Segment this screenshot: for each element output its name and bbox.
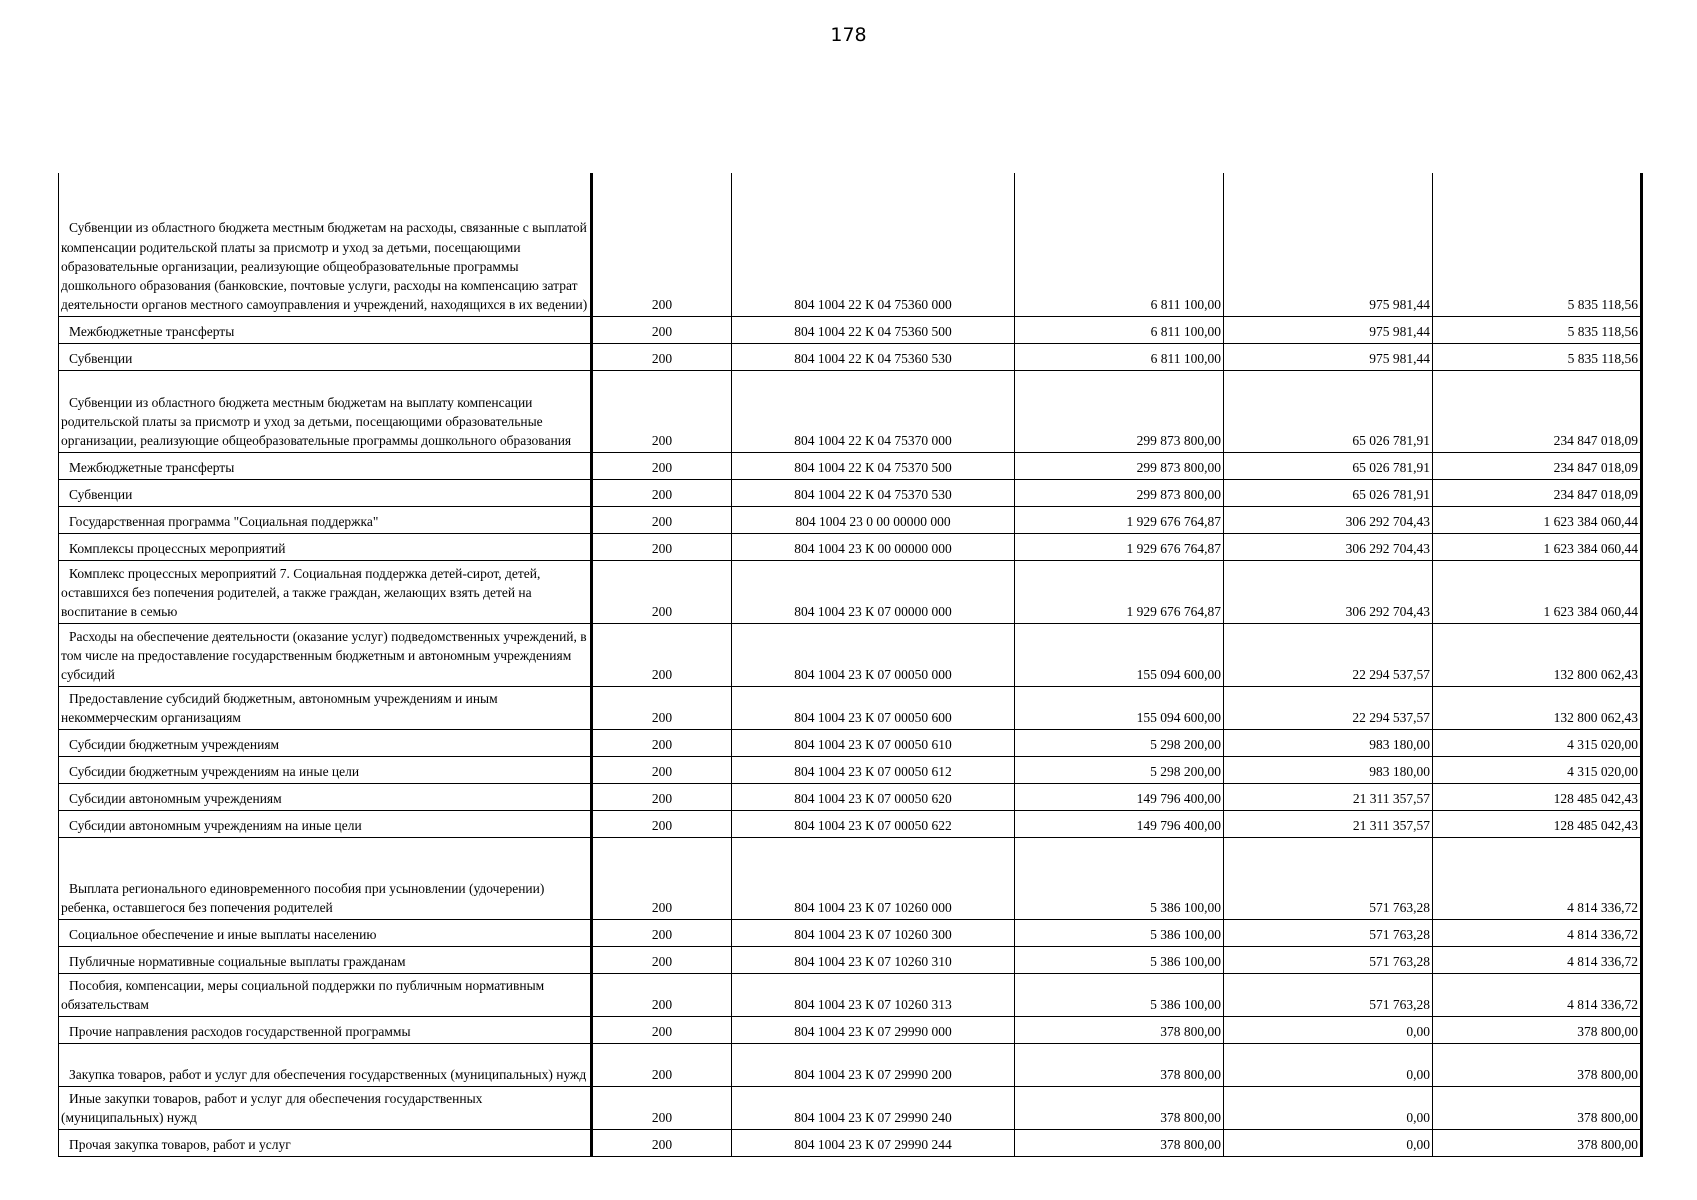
row-code: 200 (592, 1129, 732, 1156)
row-name: Предоставление субсидий бюджетным, автономным учреждениям и иным некоммерческим организациям (59, 686, 592, 729)
row-name: Социальное обеспечение и иные выплаты населению (59, 919, 592, 946)
row-approved: 378 800,00 (1015, 1043, 1224, 1086)
row-executed: 65 026 781,91 (1224, 452, 1433, 479)
row-unexecuted: 234 847 018,09 (1433, 452, 1642, 479)
row-executed: 21 311 357,57 (1224, 783, 1433, 810)
row-executed: 0,00 (1224, 1086, 1433, 1129)
row-approved: 378 800,00 (1015, 1016, 1224, 1043)
row-name: Прочая закупка товаров, работ и услуг (59, 1129, 592, 1156)
row-name: Закупка товаров, работ и услуг для обеспечения государственных (муниципальных) нужд (59, 1043, 592, 1086)
table-row (59, 370, 1642, 452)
table-row (59, 686, 1642, 729)
row-unexecuted: 4 814 336,72 (1433, 973, 1642, 1016)
row-unexecuted: 378 800,00 (1433, 1129, 1642, 1156)
row-unexecuted: 5 835 118,56 (1433, 316, 1642, 343)
row-approved: 299 873 800,00 (1015, 370, 1224, 452)
row-approved: 378 800,00 (1015, 1086, 1224, 1129)
row-executed: 65 026 781,91 (1224, 479, 1433, 506)
row-unexecuted: 5 835 118,56 (1433, 173, 1642, 316)
table-row (59, 837, 1642, 919)
row-kbk: 804 1004 23 К 07 10260 300 (732, 919, 1015, 946)
row-unexecuted: 4 814 336,72 (1433, 946, 1642, 973)
row-kbk: 804 1004 22 К 04 75370 530 (732, 479, 1015, 506)
row-kbk: 804 1004 23 К 07 29990 244 (732, 1129, 1015, 1156)
row-name: Субсидии бюджетным учреждениям на иные цели (59, 756, 592, 783)
row-name: Субвенции (59, 479, 592, 506)
row-executed: 306 292 704,43 (1224, 506, 1433, 533)
table-row (59, 810, 1642, 837)
row-kbk: 804 1004 22 К 04 75360 500 (732, 316, 1015, 343)
row-code: 200 (592, 479, 732, 506)
row-code: 200 (592, 173, 732, 316)
row-executed: 571 763,28 (1224, 837, 1433, 919)
row-executed: 975 981,44 (1224, 343, 1433, 370)
row-approved: 6 811 100,00 (1015, 316, 1224, 343)
row-name: Комплекс процессных мероприятий 7. Социальная поддержка детей-сирот, детей, оставшихся без попечения родителей, а также граждан, желающих взять детей на воспитание в семью (59, 560, 592, 623)
row-kbk: 804 1004 23 К 07 10260 313 (732, 973, 1015, 1016)
row-name: Иные закупки товаров, работ и услуг для обеспечения государственных (муниципальных) нужд (59, 1086, 592, 1129)
row-kbk: 804 1004 23 К 07 10260 310 (732, 946, 1015, 973)
table-row (59, 1129, 1642, 1156)
row-approved: 149 796 400,00 (1015, 810, 1224, 837)
row-executed: 306 292 704,43 (1224, 560, 1433, 623)
row-name: Межбюджетные трансферты (59, 316, 592, 343)
row-unexecuted: 234 847 018,09 (1433, 370, 1642, 452)
row-kbk: 804 1004 23 К 07 00050 600 (732, 686, 1015, 729)
table-row (59, 946, 1642, 973)
row-approved: 1 929 676 764,87 (1015, 506, 1224, 533)
row-code: 200 (592, 452, 732, 479)
table-row (59, 560, 1642, 623)
row-kbk: 804 1004 22 К 04 75370 500 (732, 452, 1015, 479)
row-code: 200 (592, 1043, 732, 1086)
row-approved: 155 094 600,00 (1015, 686, 1224, 729)
row-unexecuted: 1 623 384 060,44 (1433, 533, 1642, 560)
row-unexecuted: 128 485 042,43 (1433, 810, 1642, 837)
row-unexecuted: 4 814 336,72 (1433, 919, 1642, 946)
table-row (59, 506, 1642, 533)
table-row (59, 533, 1642, 560)
row-code: 200 (592, 946, 732, 973)
row-unexecuted: 128 485 042,43 (1433, 783, 1642, 810)
row-executed: 22 294 537,57 (1224, 623, 1433, 686)
table-row (59, 783, 1642, 810)
row-executed: 21 311 357,57 (1224, 810, 1433, 837)
row-name: Субсидии автономным учреждениям на иные цели (59, 810, 592, 837)
row-unexecuted: 378 800,00 (1433, 1016, 1642, 1043)
table-row (59, 1043, 1642, 1086)
row-kbk: 804 1004 23 К 00 00000 000 (732, 533, 1015, 560)
row-kbk: 804 1004 22 К 04 75370 000 (732, 370, 1015, 452)
table-row (59, 173, 1642, 316)
row-executed: 571 763,28 (1224, 946, 1433, 973)
row-code: 200 (592, 686, 732, 729)
table-row (59, 623, 1642, 686)
row-name: Публичные нормативные социальные выплаты гражданам (59, 946, 592, 973)
row-executed: 975 981,44 (1224, 173, 1433, 316)
table-row (59, 1086, 1642, 1129)
row-executed: 0,00 (1224, 1043, 1433, 1086)
row-executed: 983 180,00 (1224, 756, 1433, 783)
row-kbk: 804 1004 23 К 07 29990 240 (732, 1086, 1015, 1129)
row-executed: 571 763,28 (1224, 973, 1433, 1016)
row-name: Государственная программа "Социальная поддержка" (59, 506, 592, 533)
row-approved: 155 094 600,00 (1015, 623, 1224, 686)
row-executed: 65 026 781,91 (1224, 370, 1433, 452)
row-unexecuted: 4 315 020,00 (1433, 756, 1642, 783)
row-executed: 0,00 (1224, 1016, 1433, 1043)
row-executed: 306 292 704,43 (1224, 533, 1433, 560)
row-kbk: 804 1004 23 К 07 00050 612 (732, 756, 1015, 783)
row-code: 200 (592, 560, 732, 623)
row-unexecuted: 4 315 020,00 (1433, 729, 1642, 756)
row-code: 200 (592, 973, 732, 1016)
table-row (59, 316, 1642, 343)
row-unexecuted: 378 800,00 (1433, 1043, 1642, 1086)
row-unexecuted: 5 835 118,56 (1433, 343, 1642, 370)
row-approved: 1 929 676 764,87 (1015, 560, 1224, 623)
row-unexecuted: 378 800,00 (1433, 1086, 1642, 1129)
row-name: Субсидии автономным учреждениям (59, 783, 592, 810)
row-code: 200 (592, 316, 732, 343)
row-approved: 1 929 676 764,87 (1015, 533, 1224, 560)
row-name: Пособия, компенсации, меры социальной поддержки по публичным нормативным обязательствам (59, 973, 592, 1016)
row-approved: 5 298 200,00 (1015, 756, 1224, 783)
row-approved: 299 873 800,00 (1015, 452, 1224, 479)
row-approved: 299 873 800,00 (1015, 479, 1224, 506)
row-code: 200 (592, 1016, 732, 1043)
row-name: Выплата регионального единовременного пособия при усыновлении (удочерении) ребенка, оставшегося без попечения родителей (59, 837, 592, 919)
row-kbk: 804 1004 23 К 07 00000 000 (732, 560, 1015, 623)
row-name: Расходы на обеспечение деятельности (оказание услуг) подведомственных учреждений, в том числе на предоставление государственным бюджетным и автономным учреждениям субсидий (59, 623, 592, 686)
row-code: 200 (592, 370, 732, 452)
table-row (59, 973, 1642, 1016)
table-row (59, 756, 1642, 783)
table-row (59, 343, 1642, 370)
row-kbk: 804 1004 23 К 07 00050 610 (732, 729, 1015, 756)
row-executed: 983 180,00 (1224, 729, 1433, 756)
row-kbk: 804 1004 23 К 07 29990 200 (732, 1043, 1015, 1086)
table-row (59, 1016, 1642, 1043)
row-approved: 5 298 200,00 (1015, 729, 1224, 756)
table-row (59, 452, 1642, 479)
row-code: 200 (592, 1086, 732, 1129)
row-kbk: 804 1004 23 0 00 00000 000 (732, 506, 1015, 533)
row-code: 200 (592, 919, 732, 946)
row-name: Межбюджетные трансферты (59, 452, 592, 479)
row-code: 200 (592, 623, 732, 686)
row-approved: 6 811 100,00 (1015, 343, 1224, 370)
budget-execution-table (58, 173, 1643, 1157)
row-unexecuted: 132 800 062,43 (1433, 623, 1642, 686)
row-approved: 5 386 100,00 (1015, 973, 1224, 1016)
page-number: 178 (830, 24, 867, 46)
row-kbk: 804 1004 22 К 04 75360 530 (732, 343, 1015, 370)
row-name: Субсидии бюджетным учреждениям (59, 729, 592, 756)
row-approved: 149 796 400,00 (1015, 783, 1224, 810)
row-name: Комплексы процессных мероприятий (59, 533, 592, 560)
row-approved: 5 386 100,00 (1015, 837, 1224, 919)
row-kbk: 804 1004 23 К 07 00050 000 (732, 623, 1015, 686)
row-unexecuted: 4 814 336,72 (1433, 837, 1642, 919)
row-code: 200 (592, 756, 732, 783)
row-kbk: 804 1004 23 К 07 00050 622 (732, 810, 1015, 837)
row-unexecuted: 132 800 062,43 (1433, 686, 1642, 729)
row-name: Субвенции (59, 343, 592, 370)
row-approved: 5 386 100,00 (1015, 946, 1224, 973)
row-executed: 571 763,28 (1224, 919, 1433, 946)
row-approved: 5 386 100,00 (1015, 919, 1224, 946)
table-body (59, 173, 1642, 1156)
table-row (59, 479, 1642, 506)
row-approved: 378 800,00 (1015, 1129, 1224, 1156)
table-row (59, 919, 1642, 946)
row-unexecuted: 1 623 384 060,44 (1433, 560, 1642, 623)
row-kbk: 804 1004 23 К 07 29990 000 (732, 1016, 1015, 1043)
row-kbk: 804 1004 23 К 07 10260 000 (732, 837, 1015, 919)
row-unexecuted: 1 623 384 060,44 (1433, 506, 1642, 533)
row-executed: 0,00 (1224, 1129, 1433, 1156)
row-executed: 22 294 537,57 (1224, 686, 1433, 729)
row-code: 200 (592, 533, 732, 560)
row-unexecuted: 234 847 018,09 (1433, 479, 1642, 506)
row-kbk: 804 1004 22 К 04 75360 000 (732, 173, 1015, 316)
row-name: Субвенции из областного бюджета местным бюджетам на расходы, связанные с выплатой компенсации родительской платы за присмотр и уход за детьми, посещающими образовательные организации, реализующие общеобразовательные программы дошкольного образования (банковские, почтовые услуги, расходы на компенсацию затрат деятельности органов местного самоуправления и учреждений, находящихся в их ведении) (59, 173, 592, 316)
row-code: 200 (592, 837, 732, 919)
row-name: Прочие направления расходов государственной программы (59, 1016, 592, 1043)
row-approved: 6 811 100,00 (1015, 173, 1224, 316)
row-code: 200 (592, 506, 732, 533)
row-code: 200 (592, 810, 732, 837)
table-row (59, 729, 1642, 756)
row-code: 200 (592, 343, 732, 370)
row-name: Субвенции из областного бюджета местным бюджетам на выплату компенсации родительской платы за присмотр и уход за детьми, посещающими образовательные организации, реализующие общеобразовательные программы дошкольного образования (59, 370, 592, 452)
row-executed: 975 981,44 (1224, 316, 1433, 343)
row-kbk: 804 1004 23 К 07 00050 620 (732, 783, 1015, 810)
row-code: 200 (592, 783, 732, 810)
row-code: 200 (592, 729, 732, 756)
